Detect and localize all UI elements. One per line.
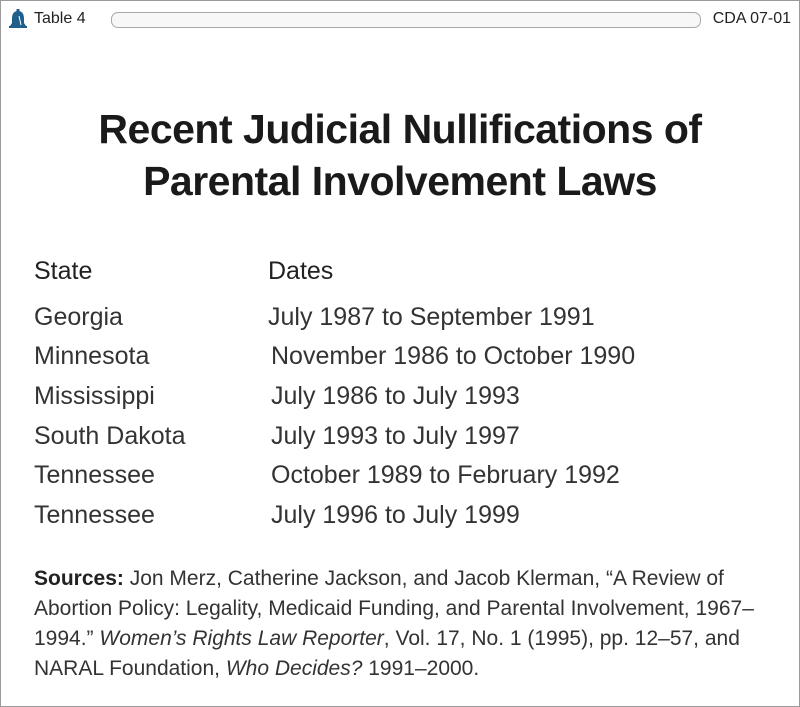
table-cell-state: Minnesota (34, 342, 150, 370)
table-cell-dates: July 1987 to September 1991 (268, 303, 595, 331)
header-rule (111, 12, 701, 28)
table-number: Table 4 (34, 10, 86, 27)
page-title (1, 103, 799, 207)
sources-note (34, 564, 774, 684)
table-cell-state: Tennessee (34, 501, 155, 529)
sources-text-3: 1991–2000. (368, 657, 480, 680)
sources-book: Who Decides? (225, 657, 363, 680)
sources-text-1: Jon Merz, Catherine Jackson, and Jacob Klerman, “A Review of Abortion Policy: Legality, Medicaid Funding, and Parental Involvement, 1967–1994.” (34, 567, 754, 650)
title-line-2: Parental Involvement Laws (143, 158, 657, 204)
sources-text-2: , Vol. 17, No. 1 (1995), pp. 12–57, and NARAL Foundation, (34, 627, 740, 680)
table-cell-dates: November 1986 to October 1990 (271, 342, 636, 370)
table-cell-dates: July 1993 to July 1997 (271, 422, 520, 450)
table-cell-state: South Dakota (34, 422, 186, 450)
header-bar (1, 1, 799, 37)
sources-label: Sources: (34, 567, 124, 590)
title-line-1: Recent Judicial Nullifications of (98, 106, 702, 152)
table-cell-state: Georgia (34, 303, 123, 331)
table-cell-dates: October 1989 to February 1992 (271, 461, 620, 489)
table-cell-state: Mississippi (34, 382, 155, 410)
column-header-state: State (34, 257, 93, 285)
table-cell-dates: July 1986 to July 1993 (271, 382, 520, 410)
table-tag (7, 7, 90, 31)
sources-journal: Women’s Rights Law Reporter (99, 627, 384, 650)
document-id: CDA 07-01 (712, 10, 791, 27)
table-cell-dates: July 1996 to July 1999 (271, 501, 520, 529)
liberty-bell-icon (7, 8, 29, 30)
table-cell-state: Tennessee (34, 461, 155, 489)
column-header-dates: Dates (268, 257, 334, 285)
